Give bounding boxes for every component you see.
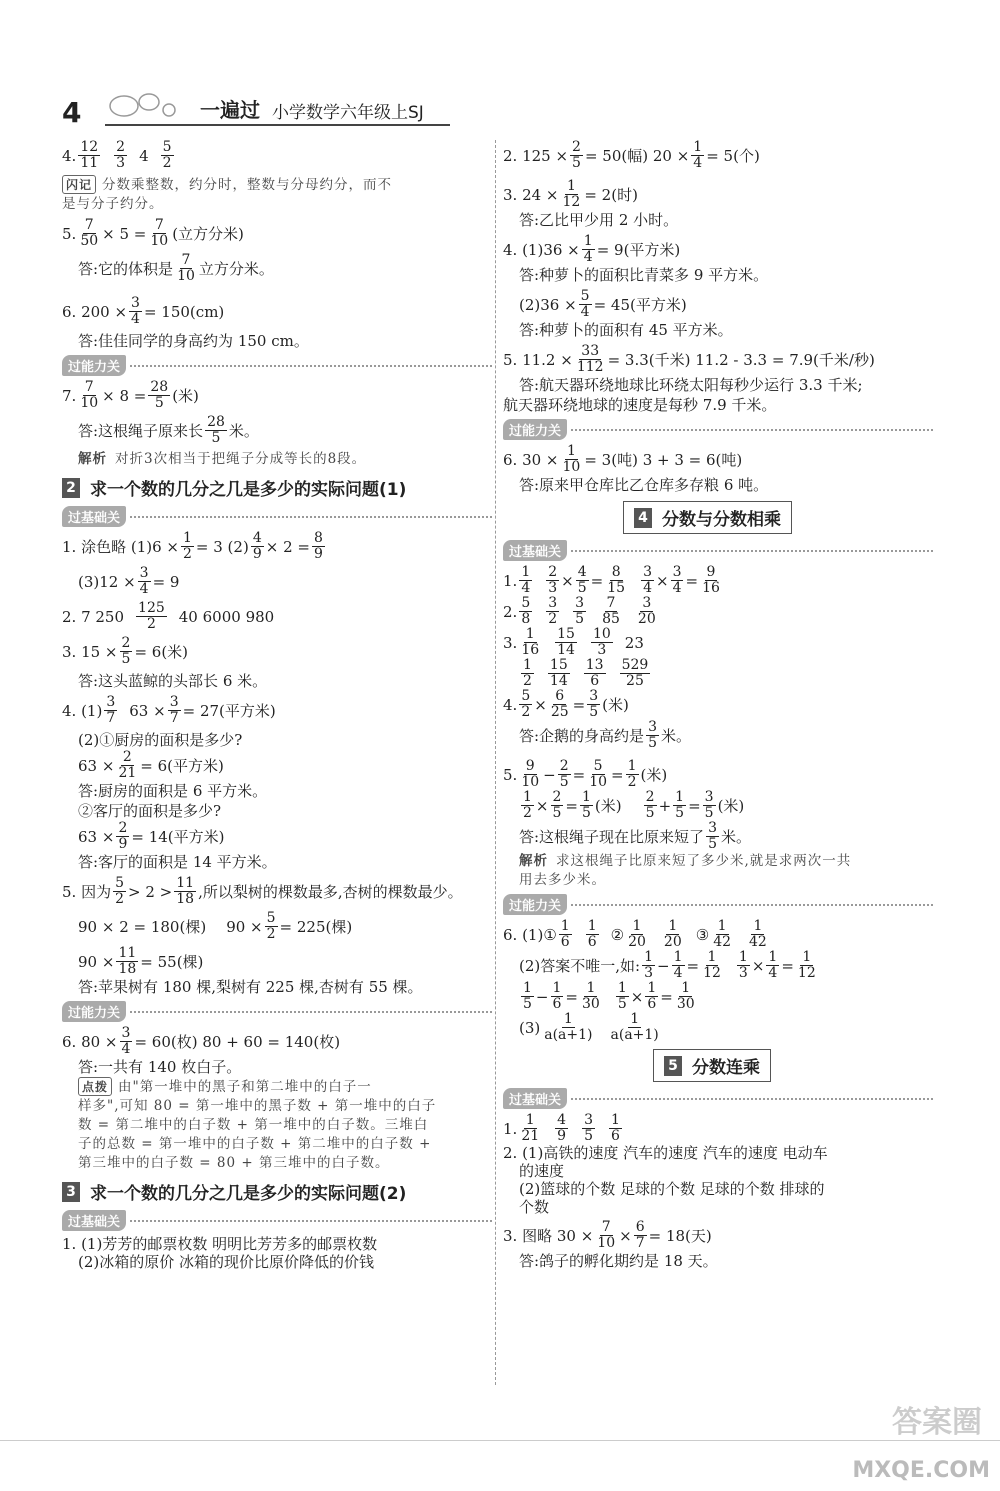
s2q6-line: 6. 80 × $\frac{3}{4}$ = 60(枚) 80 + 60 = 140(枚) xyxy=(62,1025,341,1057)
s4q3-line-2: $\frac{1}{2}$ $\frac{15}{14}$ $\frac{13}{6}$ $\frac{529}{25}$ xyxy=(523,657,649,689)
tag-guoji-2: 过基础关 xyxy=(62,1210,126,1231)
s4q5-line-2: $\frac{1}{2}$ × $\frac{2}{5}$ = $\frac{1}{5}$ (米) $\frac{2}{5}$ + $\frac{1}{5}$ = $\frac{3}{5}$ (米) xyxy=(523,789,745,821)
watermark-site: MXQE.COM xyxy=(852,1458,990,1483)
bottom-rule xyxy=(0,1440,1000,1441)
memo-text-2: 是与分子约分。 xyxy=(62,196,164,212)
column-divider xyxy=(495,140,496,1385)
s2q4-answer-2: 答:客厅的面积是 14 平方米。 xyxy=(78,853,277,871)
s5q3-line: 3. 图略 30 × $\frac{7}{10}$ × $\frac{6}{7}$ = 18(天) xyxy=(503,1219,712,1251)
q4-line: 4. $\frac{12}{11}$ $\frac{2}{3}$ 4 $\frac{5}{2}$ xyxy=(62,139,172,171)
s4q6-line-3: $\frac{1}{5}$ − $\frac{1}{6}$ = $\frac{1}{30}$ $\frac{1}{5}$ × $\frac{1}{6}$ = $\frac{1}{30}$ xyxy=(523,980,695,1012)
q6-line: 6. 200 × $\frac{3}{4}$ = 150(cm) xyxy=(62,295,225,327)
tag-guoji-r: 过基础关 xyxy=(503,540,567,561)
tip-tag: 点拨 xyxy=(78,1077,112,1096)
r-q5-answer-1: 答:航天器环绕地球比环绕太阳每秒少运行 3.3 千米; xyxy=(519,376,863,394)
s4q6-line: 6. (1)① $\frac{1}{6}$ $\frac{1}{6}$ ② $\frac{1}{20}$ $\frac{1}{20}$ ③ $\frac{1}{42}$ $\frac{1}{42}$ xyxy=(503,918,767,950)
section-tag-line xyxy=(62,355,492,376)
section-4-heading: 4 分数与分数相乘 xyxy=(623,501,792,534)
s2q5-answer: 答:苹果树有 180 棵,梨树有 225 棵,杏树有 55 棵。 xyxy=(78,978,423,996)
tip-line-5: 第三堆中的白子数 = 80 + 第三堆中的白子数。 xyxy=(78,1155,390,1171)
r-q2-line: 2. 125 × $\frac{2}{5}$ = 50(幅) 20 × $\frac{1}{4}$ = 5(个) xyxy=(503,139,760,171)
s2q5-line: 5. 因为 $\frac{5}{2}$ > 2 > $\frac{11}{18}$ ,所以梨树的棵数最多,杏树的棵数最少。 xyxy=(62,875,463,907)
s5q3-answer: 答:鸽子的孵化期约是 18 天。 xyxy=(519,1252,718,1270)
tag-guoji-1: 过基础关 xyxy=(62,506,126,527)
brand-logo: 一遍过 xyxy=(200,98,260,122)
s2q4-sub-question-2: ②客厅的面积是多少? xyxy=(78,802,222,820)
s4q6-line-4: (3) $\frac{1}{a(a+1)}$ $\frac{1}{a(a+1)}$ xyxy=(519,1011,659,1043)
s2q4-eq1: 63 × $\frac{2}{21}$ = 6(平方米) xyxy=(78,749,224,781)
s4q4-line: 4. $\frac{5}{2}$ × $\frac{6}{25}$ = $\frac{3}{5}$ (米) xyxy=(503,688,629,720)
q5-line: 5. $\frac{7}{50}$ × 5 = $\frac{7}{10}$ (立方分米) xyxy=(62,217,244,249)
r-q4-line-2: (2)36 × $\frac{5}{4}$ = 45(平方米) xyxy=(519,288,687,320)
tag-guoneng-r: 过能力关 xyxy=(503,419,567,440)
tip-note: 点拨 由"第一堆中的黑子和第二堆中的白子一 xyxy=(62,1077,492,1097)
s2q1-line: 1. 涂色略 (1)6 × $\frac{1}{2}$ = 3 (2) $\frac{4}{9}$ × 2 = $\frac{8}{9}$ xyxy=(62,530,323,562)
q7-answer: 答:这根绳子原来长 $\frac{28}{5}$ 米。 xyxy=(78,414,259,446)
s5q2-line-2: 的速度 xyxy=(519,1162,565,1180)
s2q2-line: 2. 7 250 $\frac{125}{2}$ 40 6000 980 xyxy=(62,600,275,632)
s2q4-sub-question: (2)①厨房的面积是多少? xyxy=(78,731,243,749)
r-q3-line: 3. 24 × $\frac{1}{12}$ = 2(时) xyxy=(503,178,638,210)
s2q4-line: 4. (1) $\frac{3}{7}$ 63 × $\frac{3}{7}$ = 27(平方米) xyxy=(62,694,276,726)
r-q3-answer: 答:乙比甲少用 2 小时。 xyxy=(519,211,679,229)
s5q1-line: 1. $\frac{1}{21}$ $\frac{4}{9}$ $\frac{3}{5}$ $\frac{1}{6}$ xyxy=(503,1112,620,1144)
section-tag-line xyxy=(62,1210,492,1231)
r-q4-line: 4. (1)36 × $\frac{1}{4}$ = 9(平方米) xyxy=(503,233,681,265)
s4q4-answer: 答:企鹅的身高约是 $\frac{3}{5}$ 米。 xyxy=(519,719,691,751)
s4q6-line-2: (2)答案不唯一,如: $\frac{1}{3}$ − $\frac{1}{4}$ = $\frac{1}{12}$ $\frac{1}{3}$ × $\frac{1}{4}$ = $\frac{1}{12}$ xyxy=(519,949,816,981)
tip-line-4: 子的总数 = 第一堆中的白子数 + 第二堆中的白子数 + xyxy=(78,1136,432,1152)
section-tag-line xyxy=(503,1088,933,1109)
s5q2-line-3: (2)篮球的个数 足球的个数 足球的个数 排球的 xyxy=(519,1180,825,1198)
section-3-heading: 3 求一个数的几分之几是多少的实际问题(2) xyxy=(62,1179,492,1204)
r-q6-answer: 答:原来甲仓库比乙仓库多存粮 6 吨。 xyxy=(519,476,769,494)
s4q2-line: 2. $\frac{5}{8}$ $\frac{3}{2}$ $\frac{3}{5}$ $\frac{7}{85}$ $\frac{3}{20}$ xyxy=(503,595,656,627)
q5-answer: 答:它的体积是 $\frac{7}{10}$ 立方分米。 xyxy=(78,252,274,284)
page-number: 4 xyxy=(62,96,82,129)
left-column xyxy=(62,140,492,1271)
s2q3-answer: 答:这头蓝鲸的头部长 6 米。 xyxy=(78,672,268,690)
tag-guoneng-r2: 过能力关 xyxy=(503,894,567,915)
r-q5-line: 5. 11.2 × $\frac{33}{112}$ = 3.3(千米) 11.2 - 3.3 = 7.9(千米/秒) xyxy=(503,343,875,375)
book-title: 小学数学六年级上SJ xyxy=(272,103,424,123)
q7-analysis: 解析 对折3次相当于把绳子分成等长的8段。 xyxy=(78,451,367,467)
memo-note: 闪记 分数乘整数，约分时，整数与分母约分，而不 xyxy=(62,175,492,195)
section-tag-line xyxy=(62,506,492,527)
watermark-brand: 答案圈 xyxy=(892,1405,982,1440)
s4q1-line: 1. $\frac{1}{4}$ $\frac{2}{3}$ × $\frac{4}{5}$ = $\frac{8}{15}$ $\frac{3}{4}$ × $\frac{3}{4}$ = $\frac{9}{16}$ xyxy=(503,564,720,596)
s3q1-line: 1. (1)芳芳的邮票枚数 明明比芳芳多的邮票枚数 xyxy=(62,1235,378,1253)
s2q6-answer: 答:一共有 140 枚白子。 xyxy=(78,1058,242,1076)
s4q5-analysis-2: 用去多少米。 xyxy=(519,872,606,888)
s2q5-eq-2: 90 × $\frac{11}{18}$ = 55(棵) xyxy=(78,945,204,977)
section-tag-line xyxy=(503,419,933,440)
s2q5-eq: 90 × 2 = 180(棵) 90 × $\frac{5}{2}$ = 225(棵) xyxy=(78,910,353,942)
s4q5-line: 5. $\frac{9}{10}$ − $\frac{2}{5}$ = $\frac{5}{10}$ = $\frac{1}{2}$ (米) xyxy=(503,758,668,790)
tag-guoji-r2: 过基础关 xyxy=(503,1088,567,1109)
right-column xyxy=(503,140,933,1271)
s3q1-line-2: (2)冰箱的原价 冰箱的现价比原价降低的价钱 xyxy=(78,1253,375,1271)
decorative-doodle-icon xyxy=(104,86,184,126)
tag-guoneng-2: 过能力关 xyxy=(62,1001,126,1022)
r-q5-answer-2: 航天器环绕地球的速度是每秒 7.9 千米。 xyxy=(503,396,777,414)
tip-line-2: 样多",可知 80 = 第一堆中的黑子数 + 第一堆中的白子 xyxy=(78,1098,437,1114)
s2q4-answer-1: 答:厨房的面积是 6 平方米。 xyxy=(78,782,268,800)
memo-tag: 闪记 xyxy=(62,175,96,194)
s5q2-line-4: 个数 xyxy=(519,1198,550,1216)
s2q4-eq2: 63 × $\frac{2}{9}$ = 14(平方米) xyxy=(78,820,225,852)
r-q6-line: 6. 30 × $\frac{1}{10}$ = 3(吨) 3 + 3 = 6(吨) xyxy=(503,443,743,475)
q4-label: 4. xyxy=(62,146,77,165)
section-2-heading: 2 求一个数的几分之几是多少的实际问题(1) xyxy=(62,475,492,500)
s4q3-line: 3. $\frac{1}{16}$ $\frac{15}{14}$ $\frac{10}{3}$ 23 xyxy=(503,626,644,658)
header-rule xyxy=(105,124,450,126)
q7-line: 7. $\frac{7}{10}$ × 8 = $\frac{28}{5}$ (米) xyxy=(62,379,199,411)
tip-line-3: 数 = 第二堆中的白子数 + 第一堆中的白子数。三堆白 xyxy=(78,1117,429,1133)
r-q4-answer-1: 答:种萝卜的面积比青菜多 9 平方米。 xyxy=(519,266,769,284)
section-tag-line xyxy=(62,1001,492,1022)
s5q2-line: 2. (1)高铁的速度 汽车的速度 汽车的速度 电动车 xyxy=(503,1144,828,1162)
s2q1-line-2: (3)12 × $\frac{3}{4}$ = 9 xyxy=(78,565,180,597)
r-q4-answer-2: 答:种萝卜的面积有 45 平方米。 xyxy=(519,321,733,339)
section-5-heading: 5 分数连乘 xyxy=(653,1049,771,1082)
section-tag-line xyxy=(503,894,933,915)
s4q5-analysis: 解析 求这根绳子比原来短了多少米,就是求两次一共 xyxy=(519,853,852,869)
tag-guoneng-1: 过能力关 xyxy=(62,355,126,376)
s2q3-line: 3. 15 × $\frac{2}{5}$ = 6(米) xyxy=(62,635,189,667)
s4q5-answer: 答:这根绳子现在比原来短了 $\frac{3}{5}$ 米。 xyxy=(519,820,751,852)
q6-answer: 答:佳佳同学的身高约为 150 cm。 xyxy=(78,332,309,350)
section-tag-line xyxy=(503,540,933,561)
